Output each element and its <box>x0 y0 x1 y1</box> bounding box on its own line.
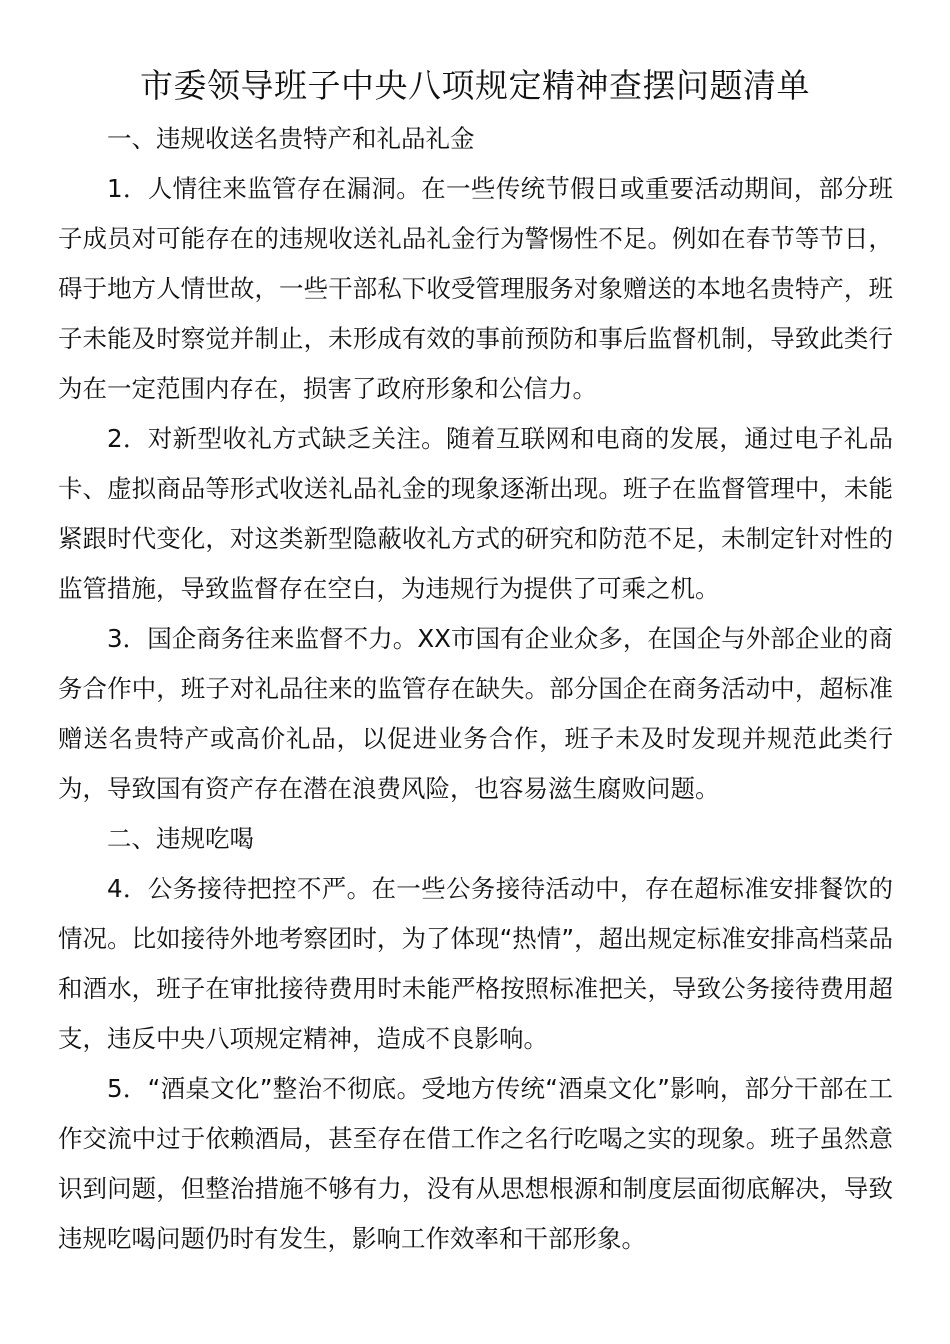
section-heading-1: 一、违规收送名贵特产和礼品礼金 <box>107 124 475 153</box>
paragraph-3: 3．国企商务往来监督不力。XX市国有企业众多，在国企与外部企业的商务合作中，班子对礼品往来的监管存在缺失。部分国企在商务活动中，超标准赠送名贵特产或高价礼品，以促进业务合作，班子未及时发现并规范此类行为，导致国有资产存在潜在浪费风险，也容易滋生腐败问题。 <box>58 624 893 803</box>
paragraph-1: 1．人情往来监管存在漏洞。在一些传统节假日或重要活动期间，部分班子成员对可能存在的违规收送礼品礼金行为警惕性不足。例如在春节等节日，碍于地方人情世故，一些干部私下收受管理服务对象赠送的本地名贵特产，班子未能及时察觉并制止，未形成有效的事前预防和事后监督机制，导致此类行为在一定范围内存在，损害了政府形象和公信力。 <box>58 174 893 403</box>
paragraph-5: 5．“酒桌文化”整治不彻底。受地方传统“酒桌文化”影响，部分干部在工作交流中过于依赖酒局，甚至存在借工作之名行吃喝之实的现象。班子虽然意识到问题，但整治措施不够有力，没有从思想根源和制度层面彻底解决，导致违规吃喝问题仍时有发生，影响工作效率和干部形象。 <box>58 1074 893 1253</box>
document-body <box>58 114 893 1264</box>
document-title: 市委领导班子中央八项规定精神查摆问题清单 <box>140 66 810 105</box>
paragraph-4: 4．公务接待把控不严。在一些公务接待活动中，存在超标准安排餐饮的情况。比如接待外地考察团时，为了体现“热情”，超出规定标准安排高档菜品和酒水，班子在审批接待费用时未能严格按照标准把关，导致公务接待费用超支，违反中央八项规定精神，造成不良影响。 <box>58 874 893 1053</box>
paragraph-2: 2．对新型收礼方式缺乏关注。随着互联网和电商的发展，通过电子礼品卡、虚拟商品等形式收送礼品礼金的现象逐渐出现。班子在监督管理中，未能紧跟时代变化，对这类新型隐蔽收礼方式的研究和防范不足，未制定针对性的监管措施，导致监督存在空白，为违规行为提供了可乘之机。 <box>58 424 893 603</box>
section-heading-2: 二、违规吃喝 <box>107 824 254 853</box>
